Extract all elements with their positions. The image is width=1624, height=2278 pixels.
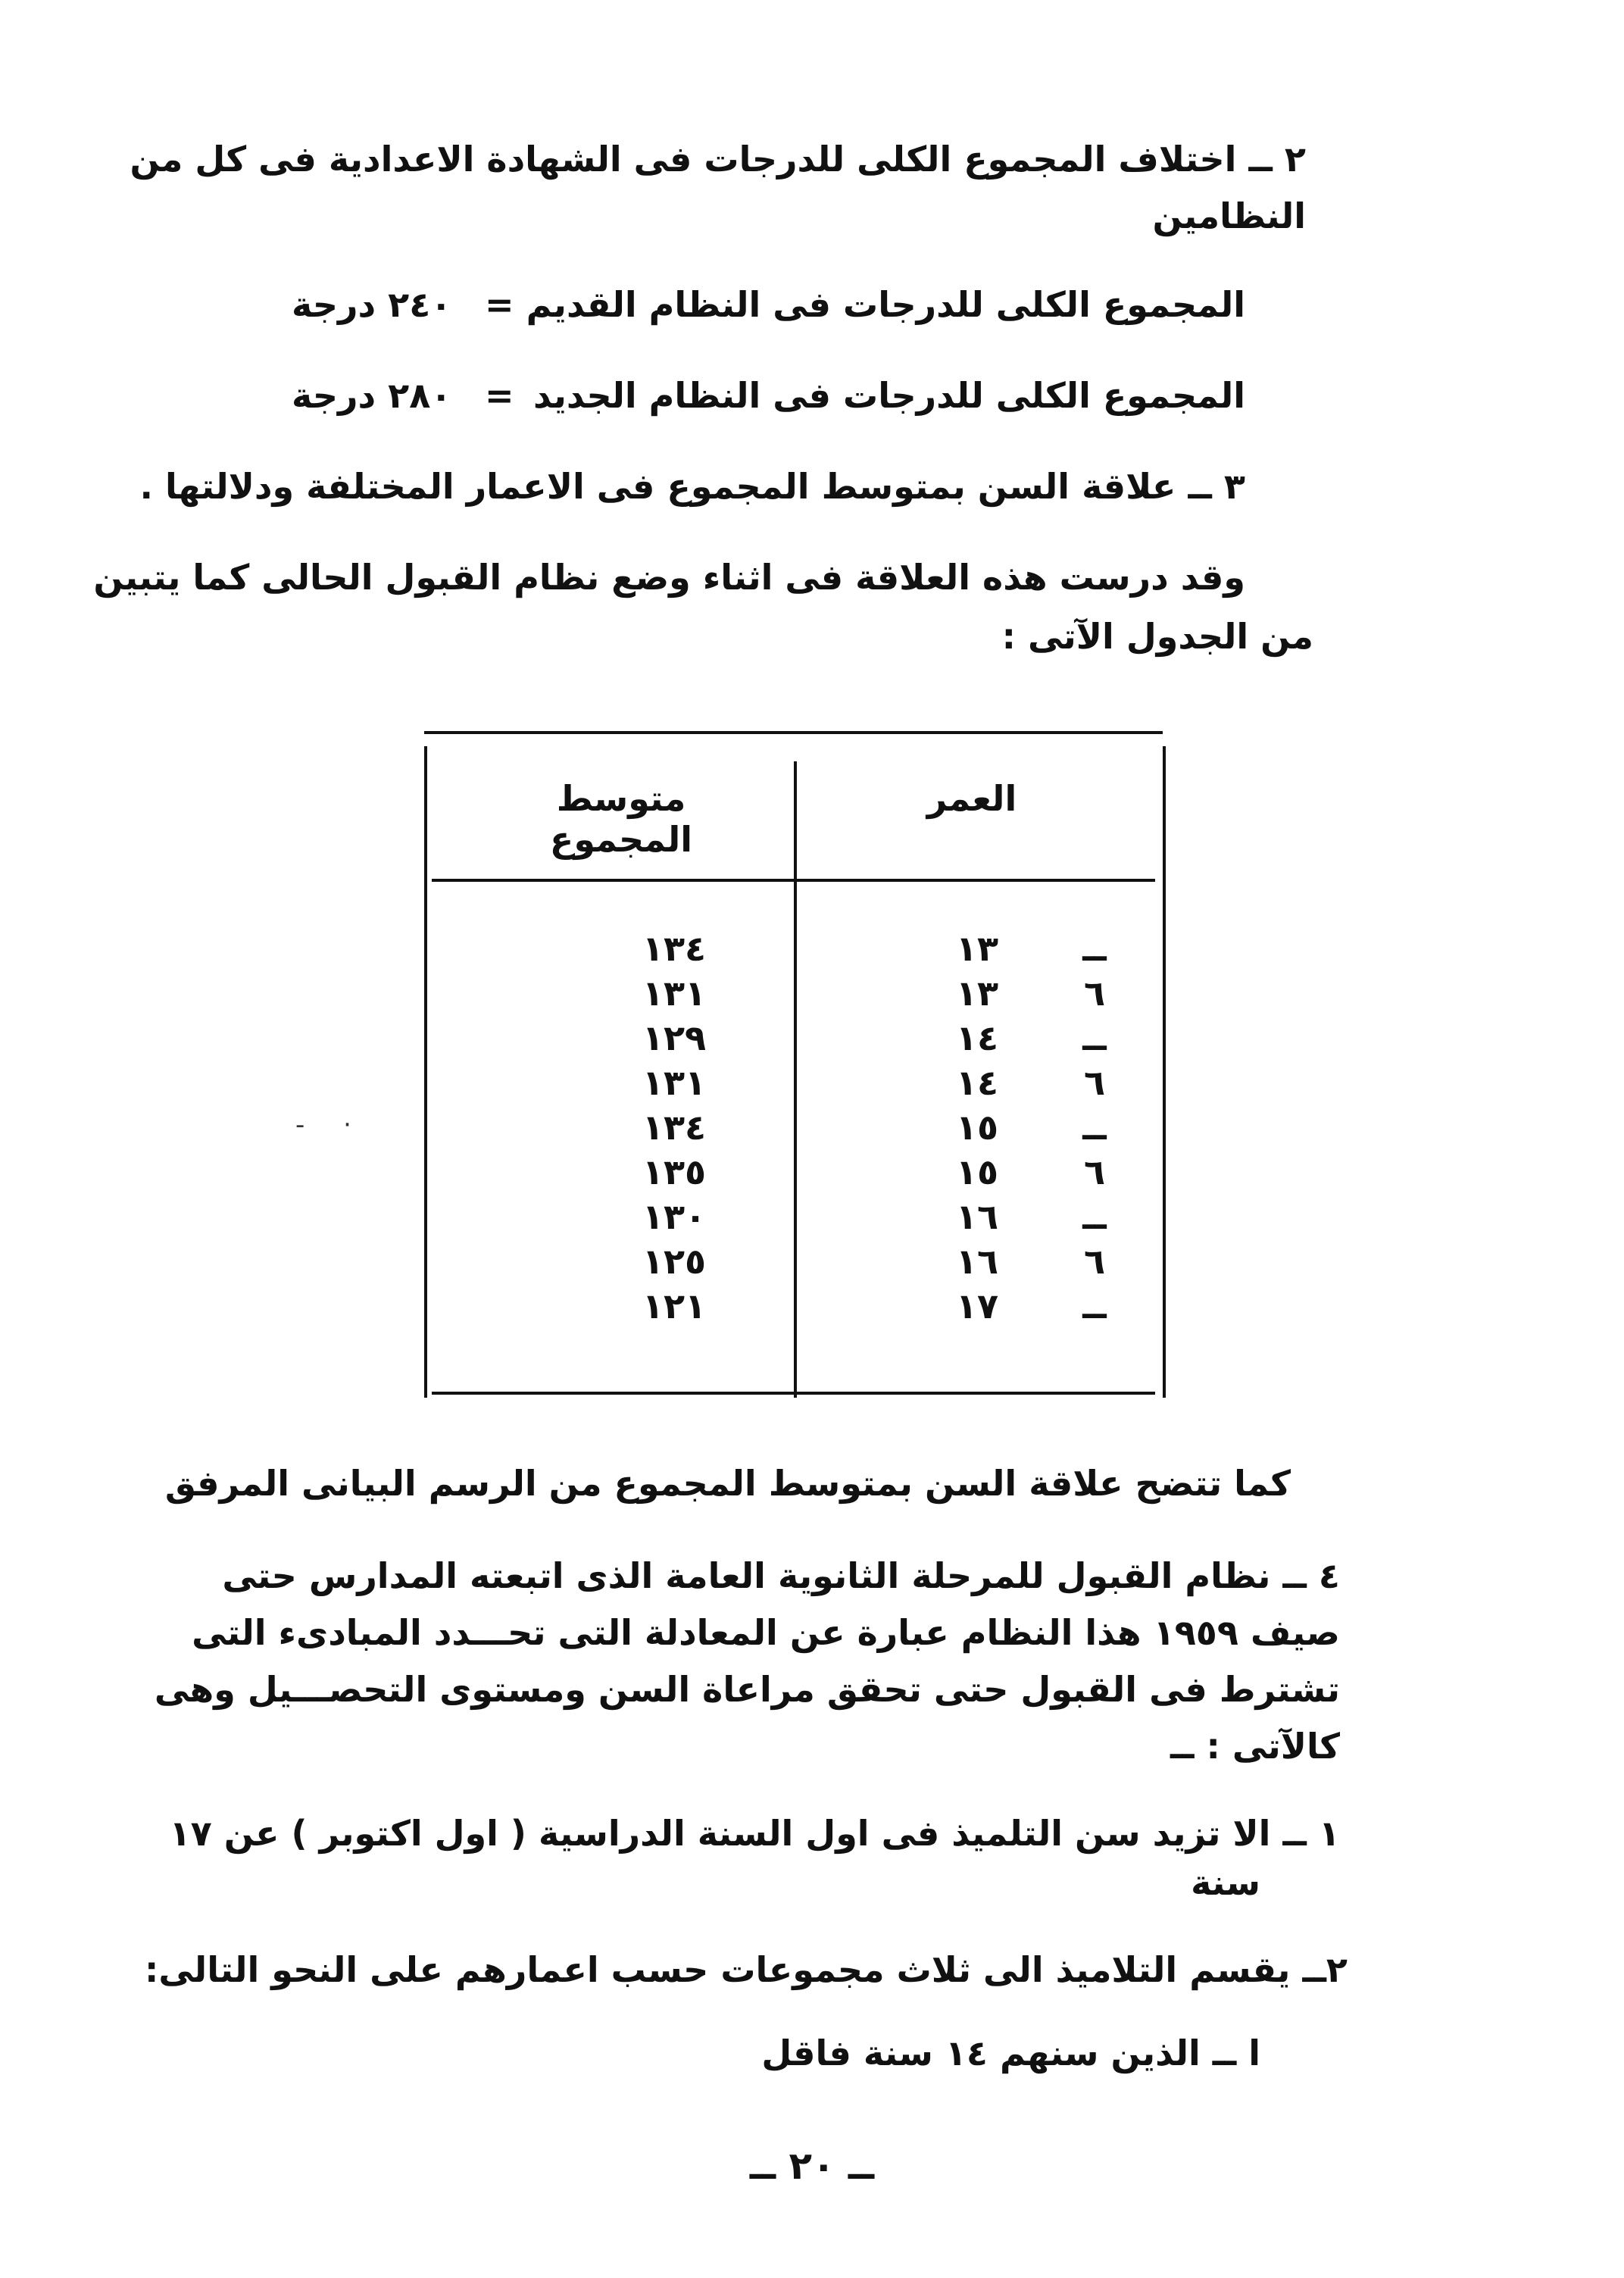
row-range-mark: ــ [1082,928,1107,969]
table-column-divider [794,761,797,1398]
row-range-mark: ــ [1082,1017,1107,1058]
row-range-mark: ٦ [1083,973,1106,1014]
age-average-table [424,731,1174,1398]
paragraph-3b-line-2: من الجدول الآتى : [1001,616,1313,657]
total-new-equals: = [485,375,514,416]
row-range-mark: ٦ [1083,1062,1106,1103]
rule-1-line-2: سنة [1191,1862,1260,1903]
row-average: ١٣٥ [642,1151,707,1192]
row-average: ١٣١ [642,973,707,1014]
after-table-line: كما تتضح علاقة السن بمتوسط المجموع من الرسم البيانى المرفق [164,1463,1291,1504]
page-number: ــ ٢٠ ــ [749,2144,875,2188]
header-average: متوسط المجموع [549,778,693,860]
table-left-border [424,746,427,1398]
paragraph-2-line-1: ٢ ــ اختلاف المجموع الكلى للدرجات فى الشهادة الاعدادية فى كل من [130,139,1306,180]
row-age: ١٥ [955,1107,999,1148]
row-average: ١٢٩ [642,1017,707,1058]
table-header-rule [432,879,1155,882]
row-average: ١٣٤ [642,1107,707,1148]
row-average: ١٣٤ [642,928,707,969]
paragraph-4-line-1: ٤ ــ نظام القبول للمرحلة الثانوية العامة الذى اتبعته المدارس حتى [222,1555,1340,1596]
stray-marks: - · [295,1110,367,1140]
row-range-mark: ٦ [1083,1241,1106,1282]
table-right-border [1163,746,1166,1398]
row-average: ١٢١ [642,1286,707,1326]
row-age: ١٧ [955,1286,999,1326]
table-top-border [424,731,1163,734]
total-old-value: ٢٤٠ درجة [292,284,452,325]
row-range-mark: ــ [1082,1286,1107,1326]
total-new-value: ٢٨٠ درجة [292,375,452,416]
paragraph-4-line-3: تشترط فى القبول حتى تحقق مراعاة السن ومستوى التحصـــيل وهى [154,1669,1340,1710]
table-bottom-border [432,1392,1155,1395]
row-average: ١٣٠ [642,1196,707,1237]
row-range-mark: ــ [1082,1196,1107,1237]
paragraph-2-line-2: النظامين [1152,195,1306,236]
row-age: ١٦ [955,1196,999,1237]
rule-2: ٢ــ يقسم التلاميذ الى ثلاث مجموعات حسب اعمارهم على النحو التالى: [145,1949,1348,1990]
paragraph-3b-line-1: وقد درست هذه العلاقة فى اثناء وضع نظام القبول الحالى كما يتبين [93,557,1245,598]
rule-2-item-a: ا ــ الذين سنهم ١٤ سنة فاقل [761,2033,1260,2073]
row-average: ١٣١ [642,1062,707,1103]
paragraph-4-line-2: صيف ١٩٥٩ هذا النظام عبارة عن المعادلة التى تحـــدد المبادىء التى [192,1612,1340,1653]
total-old-label: المجموع الكلى للدرجات فى النظام القديم [526,284,1245,325]
total-new-label: المجموع الكلى للدرجات فى النظام الجديد [533,375,1245,416]
paragraph-3: ٣ ــ علاقة السن بمتوسط المجموع فى الاعمار المختلفة ودلالتها . [139,466,1245,507]
row-age: ١٣ [955,928,999,969]
rule-1-line-1: ١ ــ الا تزيد سن التلميذ فى اول السنة الدراسية ( اول اكتوبر ) عن ١٧ [169,1813,1340,1854]
row-age: ١٤ [955,1062,999,1103]
row-age: ١٣ [955,973,999,1014]
row-age: ١٤ [955,1017,999,1058]
row-age: ١٥ [955,1151,999,1192]
row-average: ١٢٥ [642,1241,707,1282]
row-age: ١٦ [955,1241,999,1282]
header-age: العمر [926,778,1017,819]
paragraph-4-line-4: كالآتى : ــ [1170,1726,1340,1767]
row-range-mark: ٦ [1083,1151,1106,1192]
row-range-mark: ــ [1082,1107,1107,1148]
total-old-equals: = [485,284,514,325]
